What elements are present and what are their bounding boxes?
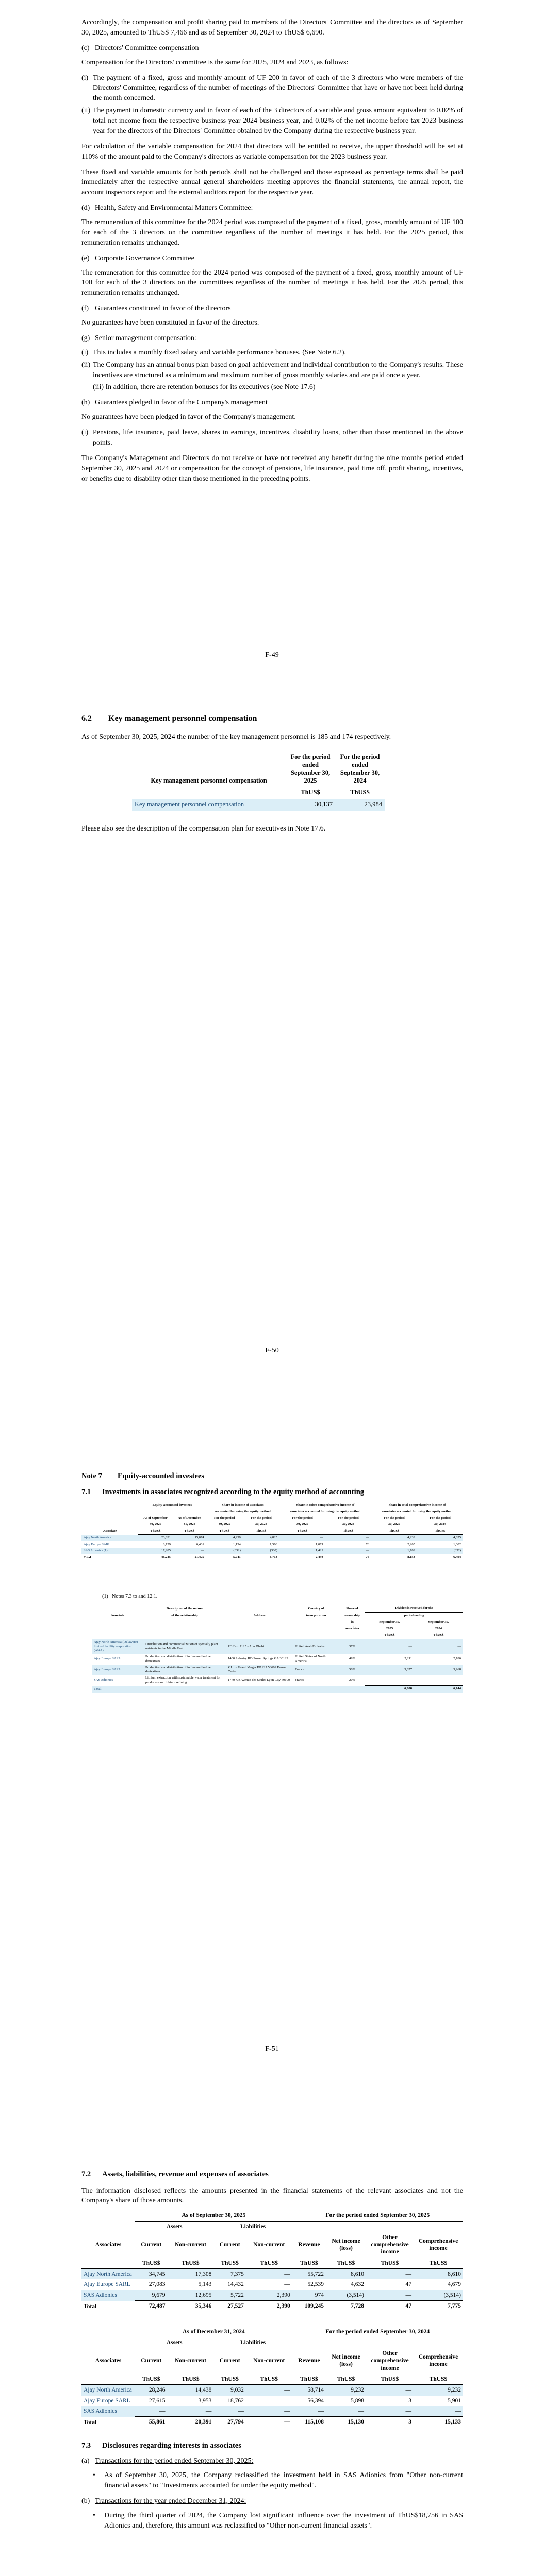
section-e: (e) Corporate Governance Committee: [81, 253, 463, 264]
bullet-item: • As of September 30, 2025, the Company reclassified the investment held in SAS Adionics from "Other non-current financial assets" to "Investments accounted for under the equity method".: [93, 2470, 463, 2491]
table-row: Ajay Europe SARL 27,083 5,143 14,432 — 52,539 4,632 47 4,679: [84, 2281, 461, 2288]
total-row: Total 46,245 21,475 5,041 6,713 2,493 76 8,153 6,494: [81, 1554, 463, 1562]
row-label: Key management personnel compensation: [135, 801, 244, 808]
table-row: Ajay Europe SARL 8,129 6,401 1,134 1,508 1,071 76 2,205 1,002: [84, 1542, 461, 1546]
table-row: SAS Adionics Lithium extraction with sustainable water treatment for producers and lithium refining 1770 rue Avenue des Saules Lyon City 69100 France 20% — —: [92, 1675, 463, 1685]
associates-investment-table: Equity-accounted investees Share in income of associates Share in other comprehensive income of Share in total comprehensive income of accounted for using the equity method associates accounted for using the equity method associates accounted for using the equity method As of September As of December For the period For the period For the period For the period For the period For the period 30, 2025 31, 2024 30, 2025 30, 2024 30, 2025 30, 2024 30, 2025 30, 2024 Associate ThUS$ ThUS$ ThUS$ ThUS$ ThUS$ ThUS$ ThUS$ ThUS$ Ajay North America 20,831 15,074 4,239 4,825 — — 4,239 4,825 Ajay Europe SARL 8,129 6,401 1,134 1,508 1,071 76 2,205 1,002 SAS Adionics (1) 17,285 — (332) (380) 1,422 — 1,709 (332) Total 46,245 21,475 5,041 6,713 2,493 76 8,153 6,494: [81, 1502, 463, 1562]
subsection-a: (a) Transactions for the period ended September 30, 2025:: [81, 2457, 254, 2465]
page-f50: [0, 701, 544, 1404]
page-number: F-51: [265, 2045, 279, 2053]
column-header: Associates: [95, 2358, 122, 2364]
section-title: Senior management compensation:: [95, 334, 196, 342]
associates-detail-table: Description of the nature Country of Share of Dividends received for the Associate of the relationship Address incorporation ownership period ending in September 30, September 30, associates 2025 2024 ThUS$ ThUS$ Ajay North America (Delaware) limited liability corporation (ANA) Distribution and commercialization of specialty plant nutrients in the Middle East PO Box 7125 - Abu Dhabi United Arab Emirates 37% — — Ajay Europe SARL Production and distribution of iodine and iodine derivatives 1400 Industry RD Power Springs GA 30129 United States of North America 49% 2,211 2,186 Ajay Europe SARL Production and distribution of iodine and iodine derivatives Z.I. du Grand Verger BP 227 53602 Evron Cedex France 50% 3,877 3,968 SAS Adionics Lithium extraction with sustainable water treatment for producers and lithium refining 1770 rue Avenue des Saules Lyon City 69100 France 20% — — Total 6,088 6,144: [92, 1605, 463, 1693]
column-header: Share in income of associates: [222, 1503, 264, 1507]
list-item: (ii) The payment in domestic currency and in favor of each of the 3 directors of a variable and gross amount equivalent to 0.02% of total net income from the respective business year 2024 business year, and 0.02% of the net income before tax 2023 business year for the directors of the Directors' Committee obtained by the Company during the respective business year.: [81, 107, 463, 135]
page-number: F-49: [265, 651, 279, 659]
total-row: Total 6,088 6,144: [92, 1686, 463, 1693]
table-row: Ajay Europe SARL 27,615 3,953 18,762 — 56,394 5,898 3 5,901: [84, 2397, 461, 2404]
section-title: Guarantees constituted in favor of the directors: [95, 304, 231, 313]
section-h: (h) Guarantees pledged in favor of the Company's management: [81, 398, 463, 408]
page-f49-content: [81, 18, 463, 489]
page-f52-content: [81, 2169, 463, 2536]
column-header: Associates: [95, 2242, 122, 2248]
unit-label: ThUS$: [335, 787, 385, 799]
total-row: Total 55,861 20,391 27,794 — 115,108 15,130 3 15,133: [81, 2417, 463, 2428]
list-item: (iii) In addition, there are retention bonuses for its executives (see Note 17.6): [93, 383, 316, 392]
column-header: Equity-accounted investees: [152, 1503, 192, 1507]
cell: 30,137: [286, 799, 335, 811]
section-heading: 7.2 Assets, liabilities, revenue and expenses of associates: [81, 2170, 269, 2178]
column-header: Key management personnel compensation: [132, 752, 286, 787]
column-header: Address: [253, 1613, 266, 1617]
key-management-table: [132, 752, 385, 812]
page-number: F-50: [265, 1347, 279, 1354]
list-item: (i) This includes a monthly fixed salary and variable performance bonuses. (See Note 6.2).: [81, 348, 347, 357]
list-item: (i) Pensions, life insurance, paid leave, shares in earnings, incentives, disability loans, other than those mentioned in the above points.: [81, 429, 463, 447]
paragraph: These fixed and variable amounts for both periods shall not be challenged and those expressed as percentage terms shall be paid immediately after the respective annual general shareholders meeting approves the financial statements, the annual report, the account inspectors report and the external auditors report for the respective year.: [81, 168, 463, 197]
section-title: Guarantees pledged in favor of the Company's management: [95, 399, 268, 407]
total-row: Total 72,487 35,346 27,527 2,390 109,245 7,728 47 7,775: [81, 2301, 463, 2312]
section-f: (f) Guarantees constituted in favor of the directors: [81, 303, 463, 314]
section-title: Health, Safety and Environmental Matters Committee:: [95, 204, 253, 212]
paragraph: The remuneration for this committee for the 2024 period was composed of the payment of a fixed, gross, monthly amount of UF 100 for each of the 3 directors on the committees regardless of the number of meetings it has held. For the 2025 period, this remuneration remains unchanged.: [81, 268, 463, 297]
bullet-icon: •: [93, 2511, 95, 2519]
table-row: [132, 799, 385, 811]
table-row: Ajay Europe SARL Production and distribution of iodine and iodine derivatives Z.I. du Grand Verger BP 227 53602 Evron Cedex France 50% 3,877 3,968: [92, 1665, 463, 1675]
page-f50-content: [81, 713, 463, 839]
section-title: Corporate Governance Committee: [95, 254, 194, 262]
page-f51: [0, 1404, 544, 2107]
bullet-item: • During the third quarter of 2024, the Company lost significant influence over the investment of ThUS$18,756 in SAS Adionics and, therefore, this amount was reclassified to "Other non-current financial assets".: [93, 2511, 463, 2531]
section-c: (c) Directors' Committee compensation: [81, 43, 463, 54]
page-f51-content: [81, 1471, 463, 1693]
table-row: Ajay North America 20,831 15,074 4,239 4,825 — — 4,239 4,825: [81, 1535, 463, 1541]
unit-label: ThUS$: [286, 787, 335, 799]
section-heading: 6.2 Key management personnel compensation: [81, 714, 257, 723]
table-row: Ajay North America (Delaware) limited liability corporation (ANA) Distribution and commercialization of specialty plant nutrients in the Middle East PO Box 7125 - Abu Dhabi United Arab Emirates 37% — —: [92, 1639, 463, 1654]
table-row: Ajay North America 28,246 14,438 9,032 — 58,714 9,232 — 9,232: [81, 2385, 463, 2396]
section-g: (g) Senior management compensation:: [81, 333, 463, 344]
table-row: SAS Adionics 9,679 12,695 5,722 2,390 974 (3,514) — (3,514): [81, 2290, 463, 2301]
column-header: For the period ended September 30, 2024: [340, 753, 380, 785]
section-heading: 7.1 Investments in associates recognized according to the equity method of accounting: [81, 1487, 365, 1496]
column-header: Associate: [103, 1529, 117, 1533]
column-header: For the period ended September 30, 2025: [290, 753, 331, 785]
paragraph: The remuneration of this committee for the 2024 period was composed of the payment of a fixed, gross, monthly amount of UF 100 for each of the 3 directors on the committee regardless of the number of meetings it has held. For the 2025 period, this remuneration remains unchanged.: [81, 218, 463, 247]
paragraph: Accordingly, the compensation and profit sharing paid to members of the Directors' Committee and the directors as of September 30, 2025, amounted to ThUS$ 7,466 and as of September 30, 2024 to ThUS$ 6,690.: [81, 19, 463, 37]
page-f52: [0, 2107, 544, 2576]
paragraph: As of September 30, 2025, 2024 the number of the key management personnel is 185 and 174 respectively.: [81, 733, 391, 741]
list-item: (i) The payment of a fixed, gross and monthly amount of UF 200 in favor of each of the 3 directors who were members of the Directors' Committee, regardless of the number of meetings of the Directors' Committee that have or have not been held during the month concerned.: [81, 74, 463, 103]
paragraph: The information disclosed reflects the amounts presented in the financial statements of the relevant associates and not the Company's share of those amounts.: [81, 2187, 463, 2205]
footnote: (1) Notes 7.3 to and 12.1.: [102, 1594, 158, 1600]
page-f49: [0, 0, 544, 701]
table-row: Ajay Europe SARL Production and distribution of iodine and iodine derivatives 1400 Industry RD Power Springs GA 30129 United States of North America 49% 2,211 2,186: [94, 1655, 461, 1663]
section-d: (d) Health, Safety and Environmental Matters Committee:: [81, 203, 463, 213]
associates-financials-2024: As of December 31, 2024 For the period ended September 30, 2024 Assets Liabilities Associates Current Non-current Current Non-current Revenue Net income (loss) Other comprehensive income Comprehensive income ThUS$ ThUS$ ThUS$ ThUS$ ThUS$ ThUS$ ThUS$ ThUS$ Ajay North America 28,246 14,438 9,032 — 58,714 9,232 — 9,232 Ajay Europe SARL 27,615 3,953 18,762 — 56,394 5,898 3 5,901 SAS Adionics — — — — — — — — Total 55,861 20,391 27,794 — 115,108 15,130 3 15,133: [81, 2327, 463, 2429]
cell: 23,984: [335, 799, 385, 811]
subsection-b: (b) Transactions for the year ended December 31, 2024:: [81, 2497, 246, 2505]
table-row: SAS Adionics — — — — — — — —: [81, 2406, 463, 2417]
bullet-icon: •: [93, 2471, 95, 2480]
paragraph: The Company's Management and Directors do not receive or have not received any benefit during the nine months period ended September 30, 2025 and 2024 or compensation for the concept of pensions, life insurance, paid time off, profit sharing, incentives, or benefits due to disability other than those mentioned in the preceding points.: [81, 454, 463, 483]
paragraph: Compensation for the Directors' committee is the same for 2025, 2024 and 2023, as follows:: [81, 58, 349, 66]
column-header: Associate: [110, 1613, 125, 1617]
list-item: (ii) The Company has an annual bonus plan based on goal achievement and individual contribution to the Company's results. These incentives are structured as a minimum and maximum number of gross monthly salaries and are paid once a year.: [81, 361, 463, 379]
section-title: Directors' Committee compensation: [95, 44, 199, 52]
associates-financials-2025: As of September 30, 2025 For the period ended September 30, 2025 Assets Liabilities Associates Current Non-current Current Non-current Revenue Net income (loss) Other comprehensive income Comprehensive income ThUS$ ThUS$ ThUS$ ThUS$ ThUS$ ThUS$ ThUS$ ThUS$ Ajay North America 34,745 17,308 7,375 — 55,722 8,610 — 8,610 Ajay Europe SARL 27,083 5,143 14,432 — 52,539 4,632 47 4,679 SAS Adionics 9,679 12,695 5,722 2,390 974 (3,514) — (3,514) Total 72,487 35,346 27,527 2,390 109,245 7,728 47 7,775: [81, 2210, 463, 2313]
table-row: Ajay North America 34,745 17,308 7,375 — 55,722 8,610 — 8,610: [81, 2269, 463, 2280]
note-heading: Note 7 Equity-accounted investees: [81, 1472, 204, 1480]
column-header: Share in other comprehensive income of: [296, 1503, 355, 1507]
paragraph: No guarantees have been constituted in favor of the directors.: [81, 319, 259, 327]
table-row: SAS Adionics (1) 17,285 — (332) (380) 1,422 — 1,709 (332): [81, 1548, 463, 1554]
column-header: Share in total comprehensive income of: [388, 1503, 446, 1507]
section-heading: 7.3 Disclosures regarding interests in associates: [81, 2441, 241, 2450]
paragraph: No guarantees have been pledged in favor of the Company's management.: [81, 413, 296, 421]
paragraph: For calculation of the variable compensation for 2024 that directors will be entitled to receive, the upper threshold will be set at 110% of the amount paid to the Company's directors as variable compensation for the 2023 business year.: [81, 142, 463, 161]
paragraph: Please also see the description of the compensation plan for executives in Note 17.6.: [81, 825, 326, 833]
